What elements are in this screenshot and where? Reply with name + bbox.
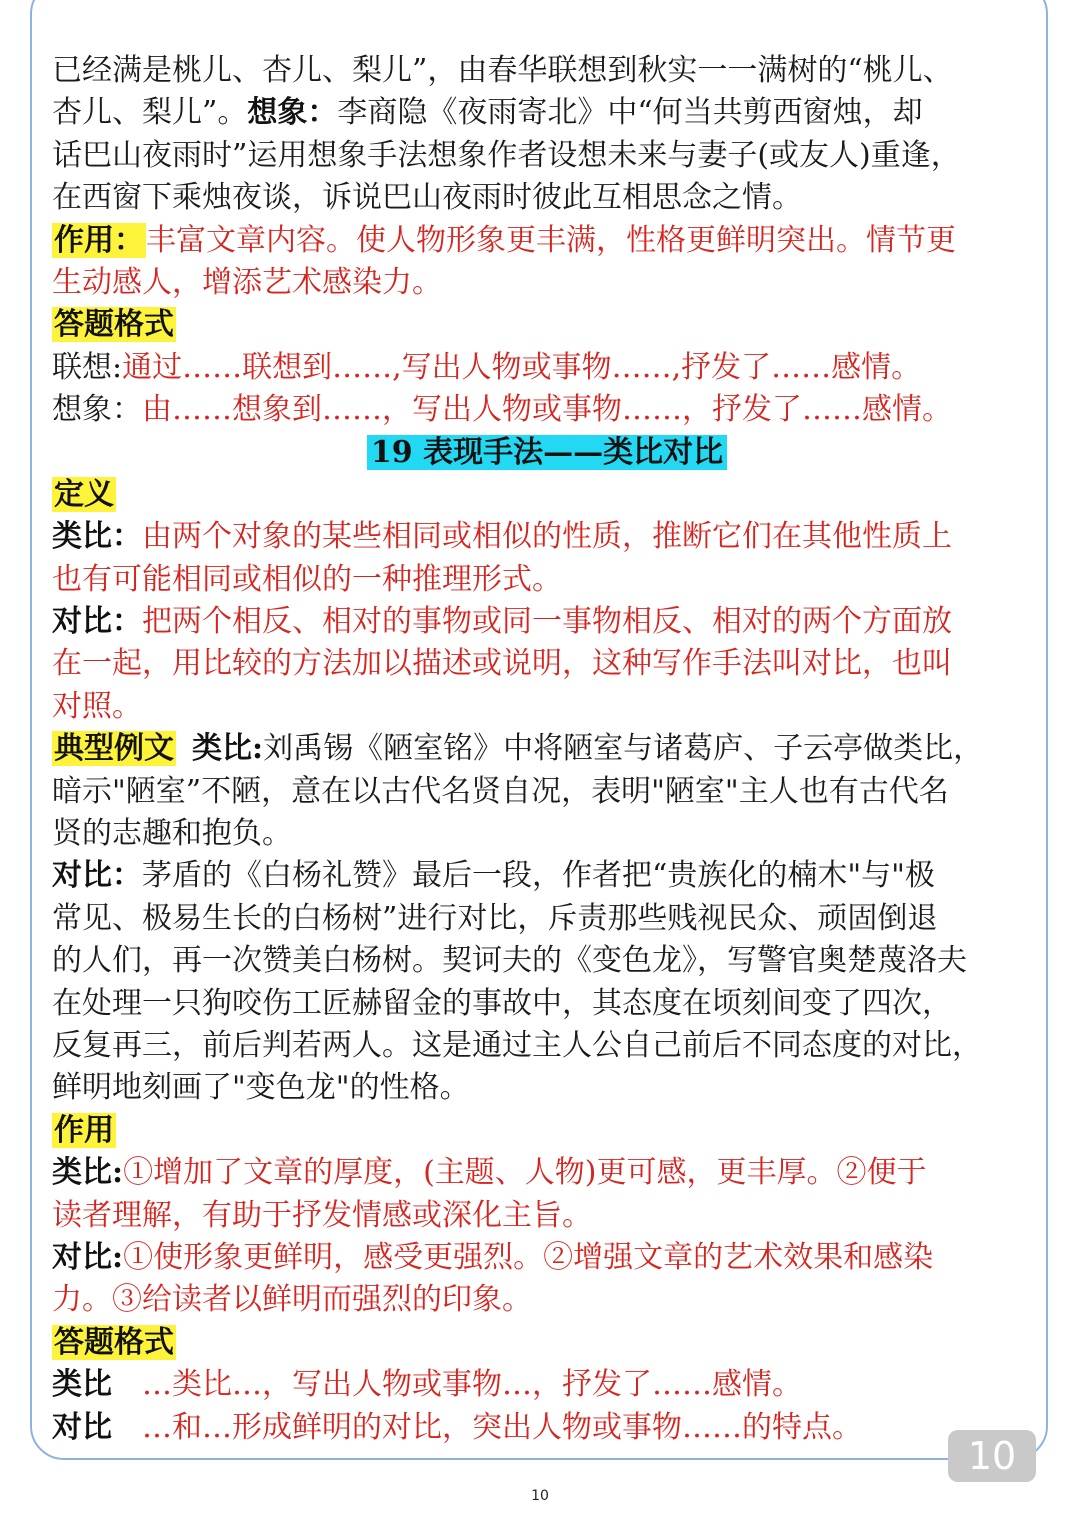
text-line: 对照。 bbox=[52, 688, 142, 724]
text-line: 常见、极易生长的白杨树”进行对比，斥责那些贱视民众、顽固倒退 bbox=[52, 900, 938, 936]
term-label-analogy: 类比: bbox=[52, 1155, 124, 1191]
text-line: 类比:①增加了文章的厚度，(主题、人物)更可感，更丰厚。②便于 bbox=[52, 1155, 927, 1191]
section-heading: 19 表现手法——类比对比 bbox=[367, 435, 727, 470]
text-line: 作用：丰富文章内容。使人物形象更丰满，性格更鲜明突出。情节更 bbox=[54, 222, 956, 258]
text-line: 在一起，用比较的方法加以描述或说明，这种写作手法叫对比，也叫 bbox=[52, 646, 952, 682]
text-line: 的人们，再一次赞美白杨树。契诃夫的《变色龙》，写警官奥楚蔑洛夫 bbox=[52, 943, 967, 979]
text-line: 类比 …类比…，写出人物或事物…，抒发了……感情。 bbox=[52, 1367, 802, 1403]
page-content bbox=[52, 50, 1042, 1449]
text-line: 已经满是桃儿、杏儿、梨儿”，由春华联想到秋实一一满树的“桃儿、 bbox=[52, 53, 953, 88]
text-line: 杏儿、梨儿”。想象：李商隐《夜雨寄北》中“何当共剪西窗烛，却 bbox=[52, 95, 923, 131]
text-line bbox=[52, 1110, 1042, 1152]
term-label-contrast: 对比： bbox=[52, 604, 142, 640]
examples-heading: 典型例文 bbox=[54, 731, 174, 767]
answer-format-heading: 答题格式 bbox=[54, 307, 174, 343]
page-number: 10 bbox=[531, 1488, 549, 1504]
term-label-contrast: 对比： bbox=[52, 858, 142, 894]
term-label-contrast: 对比 bbox=[52, 1409, 112, 1445]
text-line: 读者理解，有助于抒发情感或深化主旨。 bbox=[52, 1197, 592, 1233]
text-line: 反复再三，前后判若两人。这是通过主人公自己前后不同态度的对比， bbox=[52, 1027, 982, 1063]
text-line: 联想:通过……联想到……,写出人物或事物……,抒发了……感情。 bbox=[52, 349, 922, 385]
text-line bbox=[52, 304, 1042, 346]
text-line: 鲜明地刻画了"变色龙"的性格。 bbox=[52, 1070, 470, 1106]
term-label-analogy: 类比 bbox=[52, 1367, 112, 1403]
page-badge: 10 bbox=[948, 1430, 1036, 1482]
function-heading: 作用 bbox=[54, 1112, 114, 1148]
text-line: 也有可能相同或相似的一种推理形式。 bbox=[52, 561, 562, 597]
text-line: 想象：由……想象到……，写出人物或事物……，抒发了……感情。 bbox=[52, 392, 952, 428]
definition-heading: 定义 bbox=[54, 476, 114, 512]
answer-format-heading: 答题格式 bbox=[54, 1324, 174, 1360]
text-line: 对比：茅盾的《白杨礼赞》最后一段，作者把“贵族化的楠木"与"极 bbox=[52, 858, 935, 894]
text-line bbox=[52, 474, 1042, 516]
text-line: 对比：把两个相反、相对的事物或同一事物相反、相对的两个方面放 bbox=[52, 604, 952, 640]
text-line: 暗示"陋室”不陋，意在以古代名贤自况，表明"陋室"主人也有古代名 bbox=[52, 773, 949, 809]
text-line: 对比:①使形象更鲜明，感受更强烈。②增强文章的艺术效果和感染 bbox=[52, 1239, 934, 1275]
text-line: 贤的志趣和抱负。 bbox=[52, 816, 292, 852]
text-line: 力。③给读者以鲜明而强烈的印象。 bbox=[52, 1282, 532, 1318]
text-line: 类比：由两个对象的某些相同或相似的性质，推断它们在其他性质上 bbox=[52, 519, 952, 555]
text-line: 生动感人，增添艺术感染力。 bbox=[52, 264, 442, 300]
term-label-imagination: 想象： bbox=[247, 95, 338, 131]
section-heading-row bbox=[52, 432, 1042, 474]
term-label-contrast: 对比: bbox=[52, 1239, 124, 1275]
text-line: 在处理一只狗咬伤工匠赫留金的事故中，其态度在顷刻间变了四次， bbox=[52, 985, 952, 1021]
function-label: 作用： bbox=[54, 222, 144, 258]
text-line: 在西窗下乘烛夜谈，诉说巴山夜雨时彼此互相思念之情。 bbox=[52, 180, 802, 216]
text-line bbox=[52, 1322, 1042, 1364]
text-line: 典型例文 类比:刘禹锡《陋室铭》中将陋室与诸葛庐、子云亭做类比， bbox=[54, 731, 984, 767]
term-label-analogy: 类比: bbox=[192, 731, 264, 767]
text-line: 对比 …和…形成鲜明的对比，突出人物或事物……的特点。 bbox=[52, 1409, 862, 1445]
text-line: 话巴山夜雨时”运用想象手法想象作者设想未来与妻子(或友人)重逢， bbox=[52, 137, 961, 173]
term-label-analogy: 类比： bbox=[52, 519, 142, 555]
